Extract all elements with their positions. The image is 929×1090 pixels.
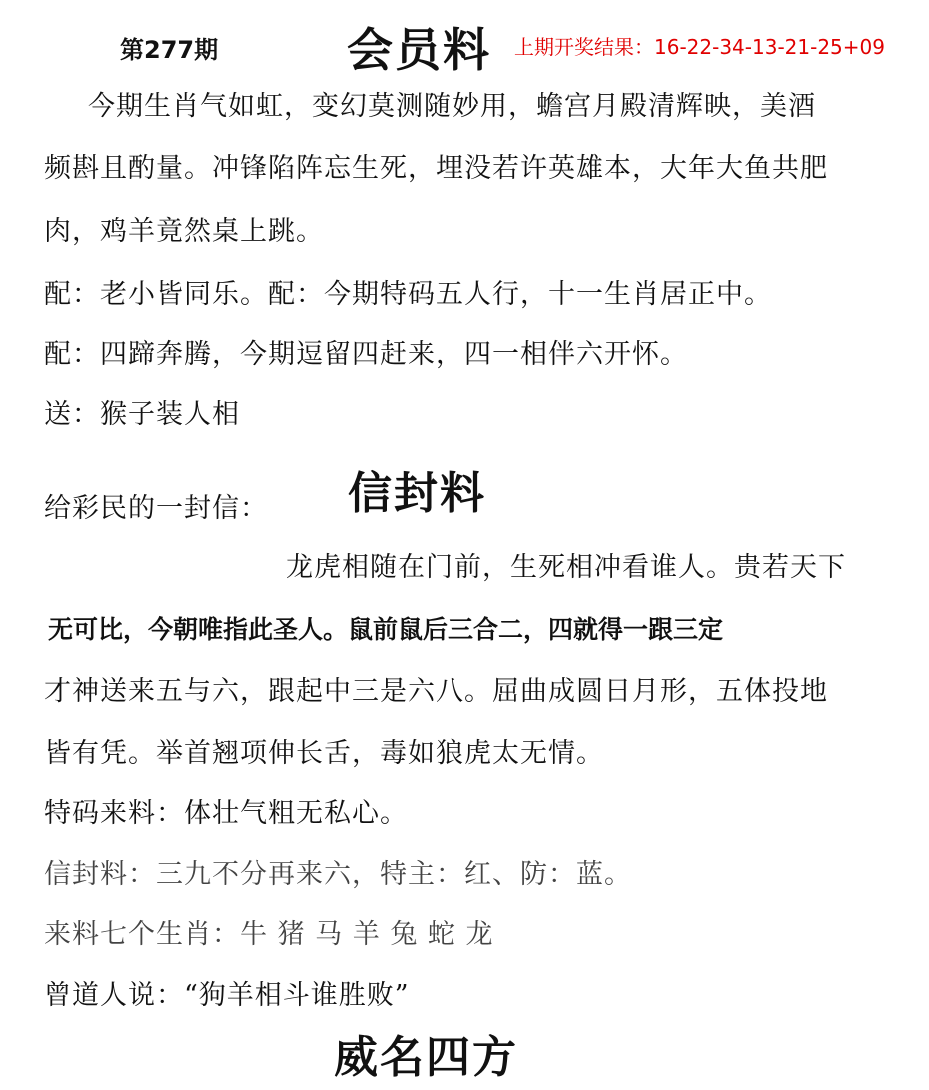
member-line-5: 配：四蹄奔腾，今期逗留四赶来，四一相伴六开怀。 bbox=[44, 339, 688, 370]
letter-label: 给彩民的一封信： bbox=[44, 493, 268, 524]
letter-line-8: 曾道人说：“狗羊相斗谁胜败” bbox=[44, 980, 410, 1011]
letter-line-2: 无可比，今朝唯指此圣人。鼠前鼠后三合二，四就得一跟三定 bbox=[48, 615, 724, 644]
member-line-2: 频斟且酌量。冲锋陷阵忘生死，埋没若许英雄本，大年大鱼共肥 bbox=[44, 153, 828, 184]
member-line-6: 送：猴子装人相 bbox=[44, 399, 240, 430]
letter-section-title: 信封料 bbox=[348, 468, 486, 519]
letter-line-1: 龙虎相随在门前，生死相冲看谁人。贵若天下 bbox=[286, 552, 846, 583]
letter-line-7: 来料七个生肖：牛 猪 马 羊 兔 蛇 龙 bbox=[44, 919, 494, 950]
member-line-1: 今期生肖气如虹，变幻莫测随妙用，蟾宫月殿清辉映，美酒 bbox=[88, 91, 816, 122]
page-title: 会员料 bbox=[347, 23, 491, 77]
letter-line-4: 皆有凭。举首翘项伸长舌，毒如狼虎太无情。 bbox=[44, 738, 604, 769]
member-line-3: 肉，鸡羊竟然桌上跳。 bbox=[44, 216, 324, 247]
letter-line-6: 信封料：三九不分再来六，特主：红、防：蓝。 bbox=[44, 859, 632, 890]
footer-title: 威名四方 bbox=[334, 1032, 518, 1083]
issue-number: 第277期 bbox=[120, 36, 219, 64]
member-line-4: 配：老小皆同乐。配：今期特码五人行，十一生肖居正中。 bbox=[44, 279, 772, 310]
letter-line-5: 特码来料：体壮气粗无私心。 bbox=[44, 798, 408, 829]
letter-line-3: 才神送来五与六，跟起中三是六八。屈曲成圆日月形，五体投地 bbox=[44, 676, 828, 707]
last-draw-result: 上期开奖结果：16-22-34-13-21-25+09 bbox=[514, 35, 885, 59]
